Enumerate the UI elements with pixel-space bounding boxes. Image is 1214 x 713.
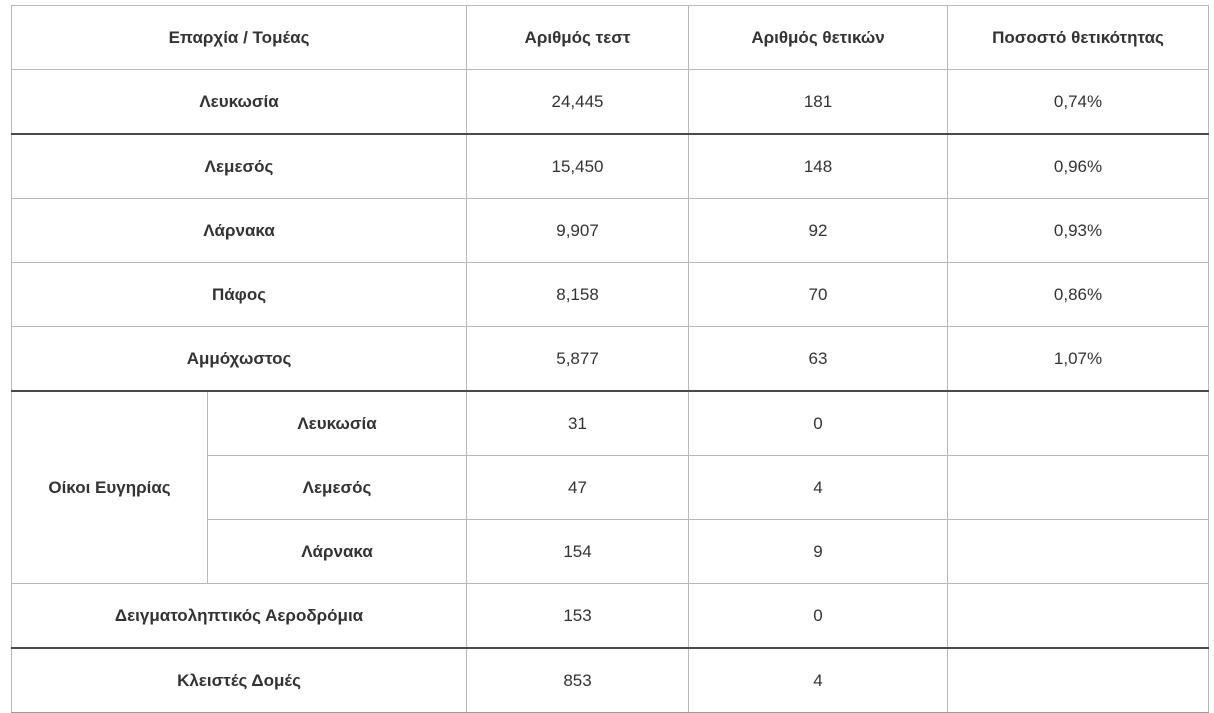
region-cell: Λεμεσός xyxy=(12,134,467,199)
rate-cell xyxy=(948,648,1209,713)
positives-cell: 92 xyxy=(689,199,948,263)
tests-cell: 853 xyxy=(467,648,689,713)
header-tests: Αριθμός τεστ xyxy=(467,6,689,70)
positives-cell: 9 xyxy=(689,520,948,584)
region-cell: Λευκωσία xyxy=(12,70,467,135)
header-positives: Αριθμός θετικών xyxy=(689,6,948,70)
header-rate: Ποσοστό θετικότητας xyxy=(948,6,1209,70)
region-cell: Λάρνακα xyxy=(12,199,467,263)
positives-cell: 70 xyxy=(689,263,948,327)
region-cell: Αμμόχωστος xyxy=(12,327,467,392)
rate-cell xyxy=(948,520,1209,584)
rate-cell: 0,96% xyxy=(948,134,1209,199)
tests-cell: 154 xyxy=(467,520,689,584)
positives-cell: 0 xyxy=(689,391,948,456)
header-region: Επαρχία / Τομέας xyxy=(12,6,467,70)
rate-cell xyxy=(948,584,1209,649)
positives-cell: 148 xyxy=(689,134,948,199)
table-row xyxy=(12,584,1209,649)
tests-cell: 5,877 xyxy=(467,327,689,392)
rate-cell: 0,86% xyxy=(948,263,1209,327)
subregion-cell: Λάρνακα xyxy=(208,520,467,584)
subregion-cell: Λεμεσός xyxy=(208,456,467,520)
table-row xyxy=(12,648,1209,713)
rate-cell: 0,74% xyxy=(948,70,1209,135)
table-row xyxy=(12,70,1209,135)
table-row xyxy=(12,134,1209,199)
rate-cell xyxy=(948,391,1209,456)
rate-cell xyxy=(948,456,1209,520)
table-row xyxy=(12,263,1209,327)
positives-cell: 181 xyxy=(689,70,948,135)
table-row xyxy=(12,327,1209,392)
tests-cell: 9,907 xyxy=(467,199,689,263)
tests-cell: 153 xyxy=(467,584,689,649)
table-row xyxy=(12,391,1209,456)
header-row xyxy=(12,6,1209,70)
care-homes-label: Οίκοι Ευγηρίας xyxy=(12,391,208,584)
table-row xyxy=(12,199,1209,263)
tests-cell: 47 xyxy=(467,456,689,520)
positives-cell: 63 xyxy=(689,327,948,392)
rate-cell: 0,93% xyxy=(948,199,1209,263)
positives-cell: 0 xyxy=(689,584,948,649)
positives-cell: 4 xyxy=(689,648,948,713)
region-cell: Δειγματοληπτικός Αεροδρόμια xyxy=(12,584,467,649)
tests-cell: 15,450 xyxy=(467,134,689,199)
tests-cell: 31 xyxy=(467,391,689,456)
region-cell: Κλειστές Δομές xyxy=(12,648,467,713)
positives-cell: 4 xyxy=(689,456,948,520)
testing-results-table xyxy=(11,5,1209,713)
rate-cell: 1,07% xyxy=(948,327,1209,392)
tests-cell: 24,445 xyxy=(467,70,689,135)
region-cell: Πάφος xyxy=(12,263,467,327)
tests-cell: 8,158 xyxy=(467,263,689,327)
subregion-cell: Λευκωσία xyxy=(208,391,467,456)
